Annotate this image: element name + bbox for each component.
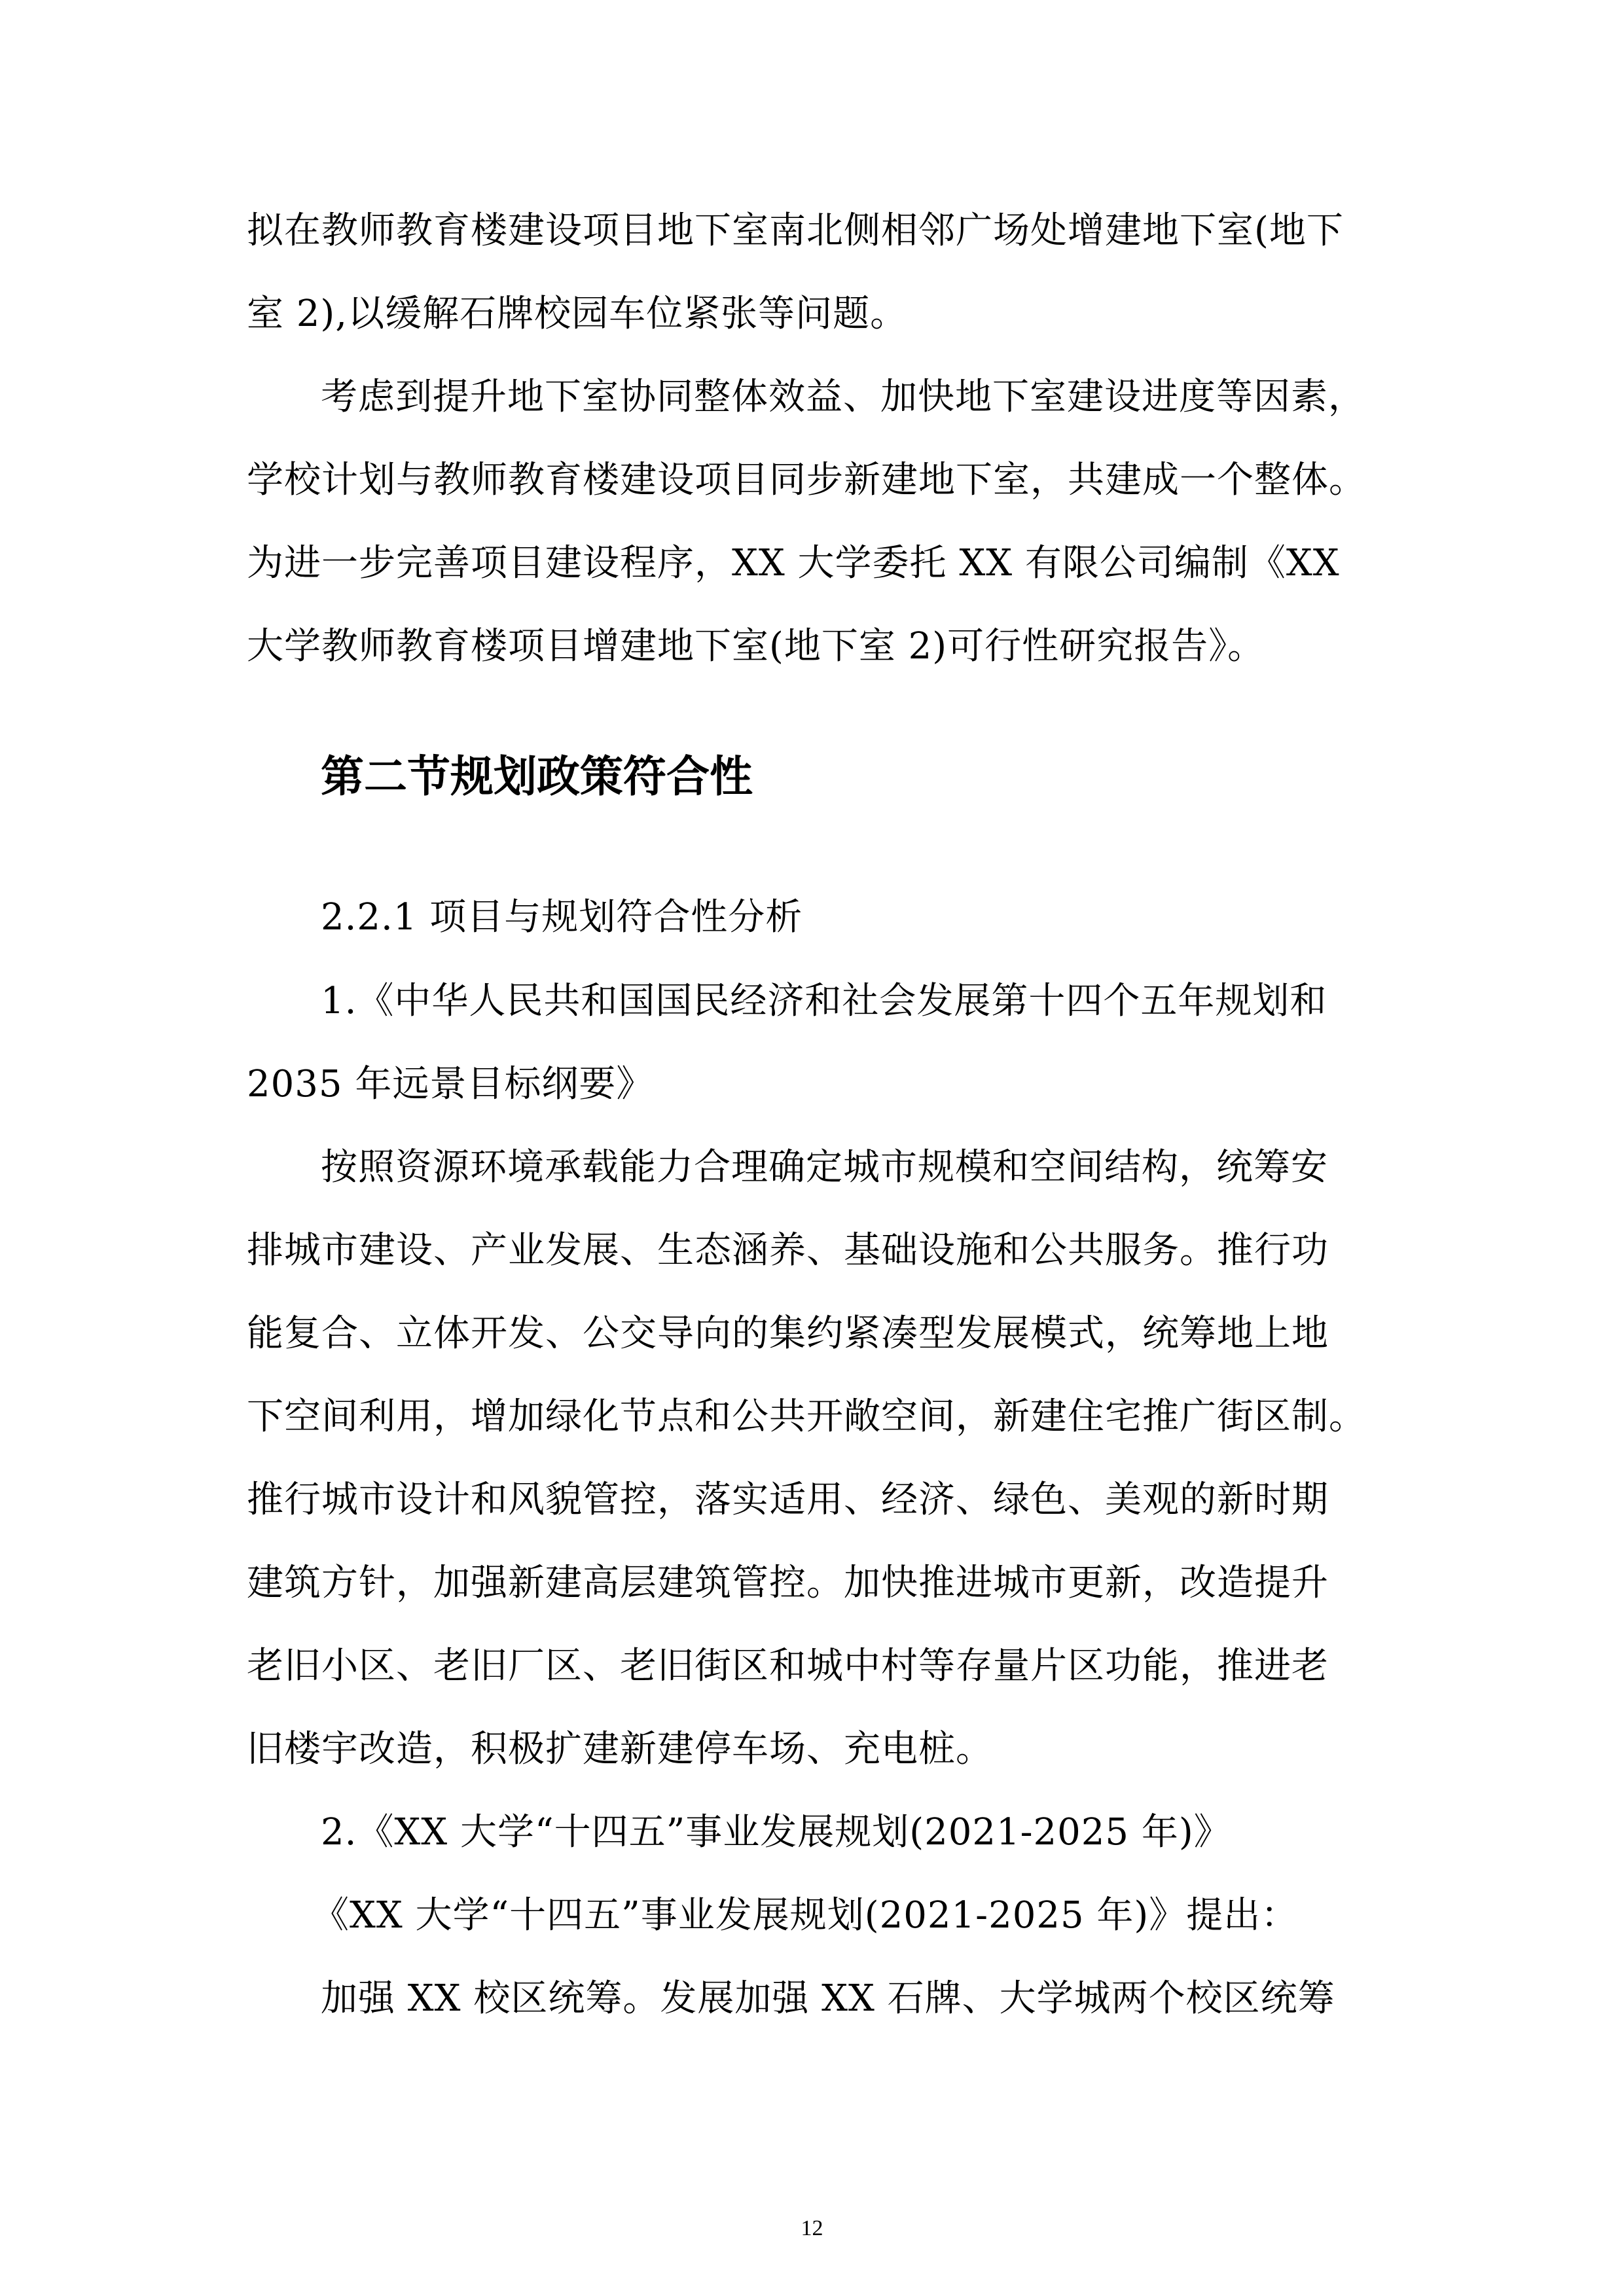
paragraph-line: 建筑方针，加强新建高层建筑管控。加快推进城市更新，改造提升	[247, 1562, 1329, 1604]
section-heading: 第二节规划政策符合性	[321, 751, 753, 802]
paragraph-line: 按照资源环境承载能力合理确定城市规模和空间结构，统筹安	[321, 1146, 1328, 1189]
quote-intro-line: 《XX 大学“十四五”事业发展规划(2021-2025 年)》提出：	[312, 1894, 1299, 1937]
item-title-line: 1.《中华人民共和国国民经济和社会发展第十四个五年规划和	[321, 980, 1327, 1022]
paragraph-line: 拟在教师教育楼建设项目地下室南北侧相邻广场处增建地下室(地下	[247, 209, 1344, 252]
paragraph-line: 推行城市设计和风貌管控，落实适用、经济、绿色、美观的新时期	[247, 1479, 1329, 1521]
paragraph-line: 室 2),以缓解石牌校园车位紧张等问题。	[247, 293, 908, 335]
paragraph-line: 老旧小区、老旧厂区、老旧街区和城中村等存量片区功能，推进老	[247, 1645, 1329, 1687]
page-number: 12	[801, 2216, 823, 2240]
item-title-line: 2.《XX 大学“十四五”事业发展规划(2021-2025 年)》	[321, 1811, 1231, 1854]
paragraph-line: 旧楼宇改造，积极扩建新建停车场、充电桩。	[247, 1728, 993, 1770]
paragraph-line: 下空间利用，增加绿化节点和公共开敞空间，新建住宅推广街区制。	[247, 1395, 1366, 1438]
paragraph-line: 能复合、立体开发、公交导向的集约紧凑型发展模式，统筹地上地	[247, 1312, 1329, 1355]
paragraph-line: 加强 XX 校区统筹。发展加强 XX 石牌、大学城两个校区统筹	[321, 1977, 1335, 2020]
paragraph-line: 为进一步完善项目建设程序，XX 大学委托 XX 有限公司编制《XX	[247, 542, 1340, 584]
subsection-heading: 2.2.1 项目与规划符合性分析	[321, 896, 803, 939]
paragraph-line: 考虑到提升地下室协同整体效益、加快地下室建设进度等因素，	[321, 376, 1365, 418]
paragraph-line: 大学教师教育楼项目增建地下室(地下室 2)可行性研究报告》。	[247, 625, 1265, 668]
item-title-line: 2035 年远景目标纲要》	[247, 1063, 654, 1105]
paragraph-line: 排城市建设、产业发展、生态涵养、基础设施和公共服务。推行功	[247, 1229, 1329, 1272]
paragraph-line: 学校计划与教师教育楼建设项目同步新建地下室，共建成一个整体。	[247, 459, 1366, 501]
